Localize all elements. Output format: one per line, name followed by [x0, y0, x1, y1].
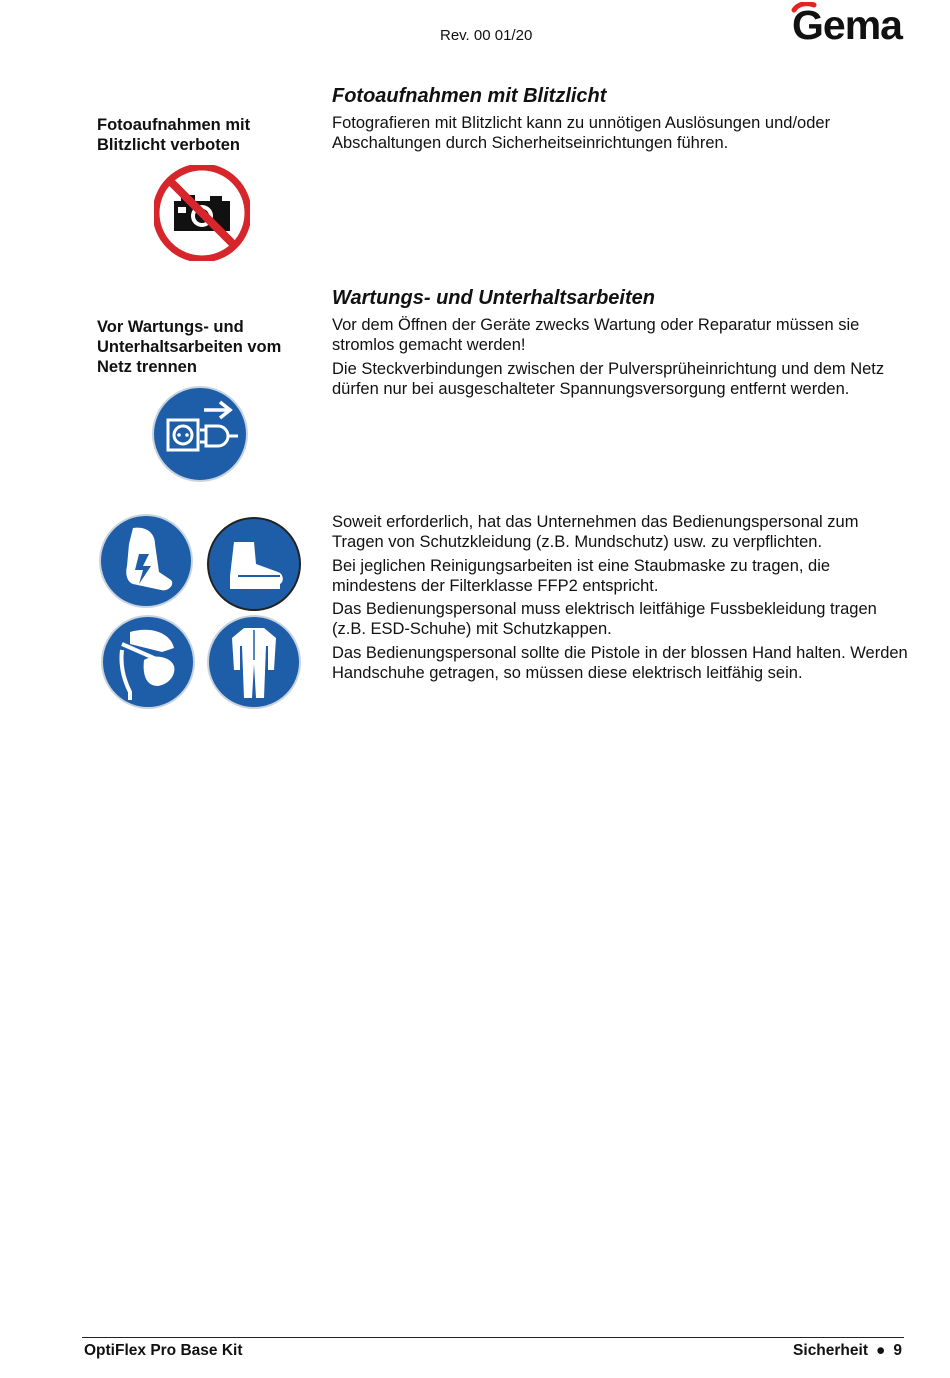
footer-page-number: 9 — [893, 1342, 902, 1359]
safety-boots-icon — [206, 516, 302, 617]
section-body-maintenance — [332, 315, 912, 402]
section-body-ppe — [332, 512, 912, 686]
side-label-maintenance: Vor Wartungs- und Unterhaltsarbeiten vom Netz trennen — [97, 318, 282, 376]
footer-chapter: Sicherheit — [793, 1342, 868, 1359]
footer-product: OptiFlex Pro Base Kit — [84, 1342, 243, 1359]
paragraph: Fotografieren mit Blitzlicht kann zu unnötigen Auslösungen und/oder Abschaltungen durch Sicherheitseinrichtungen führen. — [332, 114, 831, 153]
conductive-footwear-icon — [99, 514, 193, 613]
section-body-flash — [332, 113, 912, 157]
paragraph: Bei jeglichen Reinigungsarbeiten ist eine Staubmaske zu tragen, die mindestens der Filterklasse FFP2 entspricht. — [332, 556, 831, 595]
section-title-flash: Fotoaufnahmen mit Blitzlicht — [332, 85, 607, 107]
revision-label: Rev. 00 01/20 — [440, 27, 533, 44]
logo-text: Gema — [792, 2, 902, 48]
paragraph: Die Steckverbindungen zwischen der Pulversprüheinrichtung und dem Netz dürfen nur bei ausgeschalteter Spannungsversorgung entfernt werden. — [332, 359, 885, 398]
protective-overall-icon — [206, 614, 302, 715]
footer-page-info — [793, 1342, 902, 1360]
side-label-flash: Fotoaufnahmen mit Blitzlicht verboten — [97, 116, 251, 154]
bullet-icon: ● — [876, 1342, 886, 1359]
no-flash-photography-icon — [154, 165, 250, 266]
footer-divider — [82, 1337, 904, 1338]
section-title-maintenance: Wartungs- und Unterhaltsarbeiten — [332, 287, 655, 309]
paragraph: Vor dem Öffnen der Geräte zwecks Wartung oder Reparatur müssen sie stromlos gemacht werden! — [332, 316, 860, 355]
dust-mask-icon — [100, 614, 196, 715]
gema-logo — [790, 2, 905, 46]
disconnect-mains-plug-icon — [152, 386, 248, 487]
paragraph: Das Bedienungspersonal sollte die Pistole in der blossen Hand halten. Werden Handschuhe getragen, so müssen diese elektrisch leitfähig sein. — [332, 643, 908, 683]
paragraph: Soweit erforderlich, hat das Unternehmen das Bedienungspersonal zum Tragen von Schutzkleidung (z.B. Mundschutz) usw. zu verpflichten. — [332, 513, 859, 552]
paragraph: Das Bedienungspersonal muss elektrisch leitfähige Fussbekleidung tragen (z.B. ESD-Schuhe) mit Schutzkappen. — [332, 600, 877, 639]
